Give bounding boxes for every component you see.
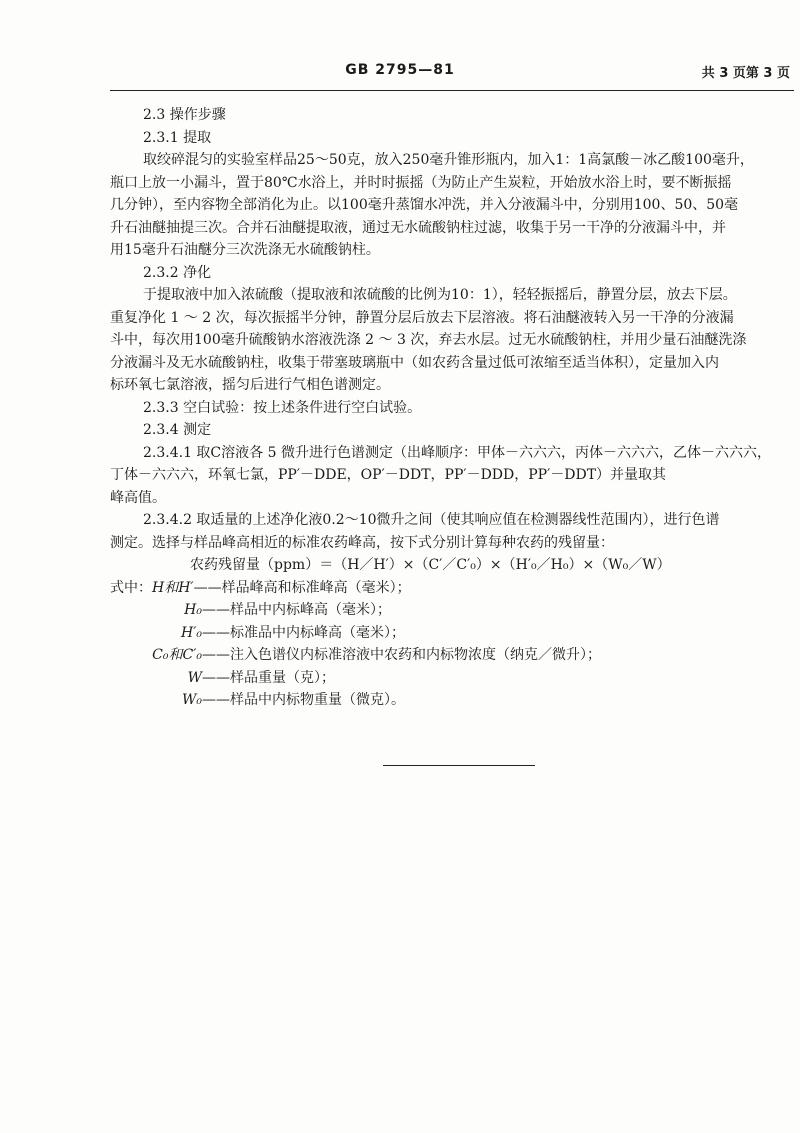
document-body bbox=[110, 104, 796, 712]
definition-text: ——样品峰高和标准峰高（毫米）； bbox=[193, 579, 411, 596]
definition-text: ——样品重量（克）； bbox=[202, 669, 335, 686]
definition-text: ——样品中内标峰高（毫米）； bbox=[202, 602, 391, 618]
paragraph-line: 斗中，每次用100毫升硫酸钠水溶液洗涤 2 ～ 3 次，弃去水层。过无水硫酸钠柱，并用少量石油醚洗涤 bbox=[110, 332, 747, 348]
definition-row bbox=[110, 667, 796, 690]
section-2-3-4-2-paragraph bbox=[110, 509, 796, 554]
paragraph-line: 丁体－六六六，环氧七氯，PP′－DDE，OP′－DDT，PP′－DDD，PP′－DDT）并量取其 bbox=[110, 467, 667, 483]
paragraph-line: 取绞碎混匀的实验室样品25～50克，放入250毫升锥形瓶内，加入1：1高氯酸－冰乙酸100毫升， bbox=[143, 152, 754, 168]
section-2-3-4-title: 2.3.4 测定 bbox=[143, 422, 212, 438]
definition-row bbox=[110, 689, 796, 712]
section-2-3-4-1-paragraph bbox=[110, 442, 796, 510]
definition-row bbox=[110, 644, 796, 667]
page-count: 共 3 页第 3 页 bbox=[701, 66, 790, 81]
paragraph-line: 于提取液中加入浓硫酸（提取液和浓硫酸的比例为10：1），轻轻振摇后，静置分层，放去下层。 bbox=[143, 287, 737, 303]
definition-symbol: C₀和C′₀ bbox=[152, 647, 202, 663]
paragraph-line: 用15毫升石油醚分三次洗涤无水硫酸钠柱。 bbox=[110, 242, 380, 258]
symbol-definitions bbox=[110, 577, 796, 712]
paragraph-line: 2.3.4.2 取适量的上述净化液0.2～10微升之间（使其响应值在检测器线性范围内），进行色谱 bbox=[143, 512, 720, 528]
definition-row bbox=[110, 577, 796, 600]
end-of-text-rule bbox=[383, 765, 535, 766]
definition-row bbox=[110, 599, 796, 622]
paragraph-line: 几分钟），至内容物全部消化为止。以100毫升蒸馏水冲洗，并入分液漏斗中，分别用100、50、50毫 bbox=[110, 197, 739, 213]
definition-row bbox=[110, 622, 796, 645]
definition-symbol: H₀ bbox=[184, 602, 202, 618]
definition-symbol: W₀ bbox=[181, 692, 202, 708]
section-2-3-2-paragraph bbox=[110, 284, 796, 397]
header-rule bbox=[110, 90, 794, 91]
definition-prefix: 式中： bbox=[110, 579, 152, 596]
definition-text: ——注入色谱仪内标准溶液中农药和内标物浓度（纳克／微升）； bbox=[202, 647, 601, 663]
section-2-3-title: 2.3 操作步骤 bbox=[143, 107, 226, 123]
paragraph-line: 测定。选择与样品峰高相近的标准农药峰高，按下式分别计算每种农药的残留量： bbox=[110, 534, 614, 551]
paragraph-line: 2.3.4.1 取C溶液各 5 微升进行色谱测定（出峰顺序：甲体－六六六，丙体－六六六，乙体－六六六， bbox=[143, 444, 771, 461]
definition-text: ——样品中内标物重量（微克）。 bbox=[202, 692, 405, 708]
page-header bbox=[0, 62, 800, 86]
paragraph-line: 分液漏斗及无水硫酸钠柱，收集于带塞玻璃瓶中（如农药含量过低可浓缩至适当体积），定量加入内 bbox=[110, 354, 719, 371]
definition-symbol: H和H′ bbox=[152, 579, 194, 596]
section-2-3-2-title: 2.3.2 净化 bbox=[143, 264, 212, 281]
paragraph-line: 瓶口上放一小漏斗，置于80℃水浴上，并时时振摇（为防止产生炭粒，开始放水浴上时，要不断振摇 bbox=[110, 174, 732, 191]
definition-symbol: W bbox=[187, 669, 202, 686]
section-2-3-1-title: 2.3.1 提取 bbox=[143, 129, 212, 146]
definition-text: ——标准品中内标峰高（毫米）； bbox=[202, 624, 405, 641]
section-2-3-1-paragraph bbox=[110, 149, 796, 262]
paragraph-line: 升石油醚抽提三次。合并石油醚提取液，通过无水硫酸钠柱过滤，收集于另一干净的分液漏斗中，并 bbox=[110, 219, 726, 236]
paragraph-line: 峰高值。 bbox=[110, 489, 166, 506]
paragraph-line: 重复净化 1 ～ 2 次，每次振摇半分钟，静置分层后放去下层溶液。将石油醚液转入另一干净的分液漏 bbox=[110, 309, 734, 326]
residue-formula: 农药残留量（ppm）＝（H／H′）×（C′／C′₀）×（H′₀／H₀）×（W₀／W） bbox=[190, 557, 671, 573]
standard-number: GB 2795—81 bbox=[345, 62, 455, 78]
section-2-3-3: 2.3.3 空白试验：按上述条件进行空白试验。 bbox=[143, 399, 422, 416]
definition-symbol: H′₀ bbox=[181, 624, 202, 641]
paragraph-line: 标环氧七氯溶液，摇匀后进行气相色谱测定。 bbox=[110, 377, 390, 393]
